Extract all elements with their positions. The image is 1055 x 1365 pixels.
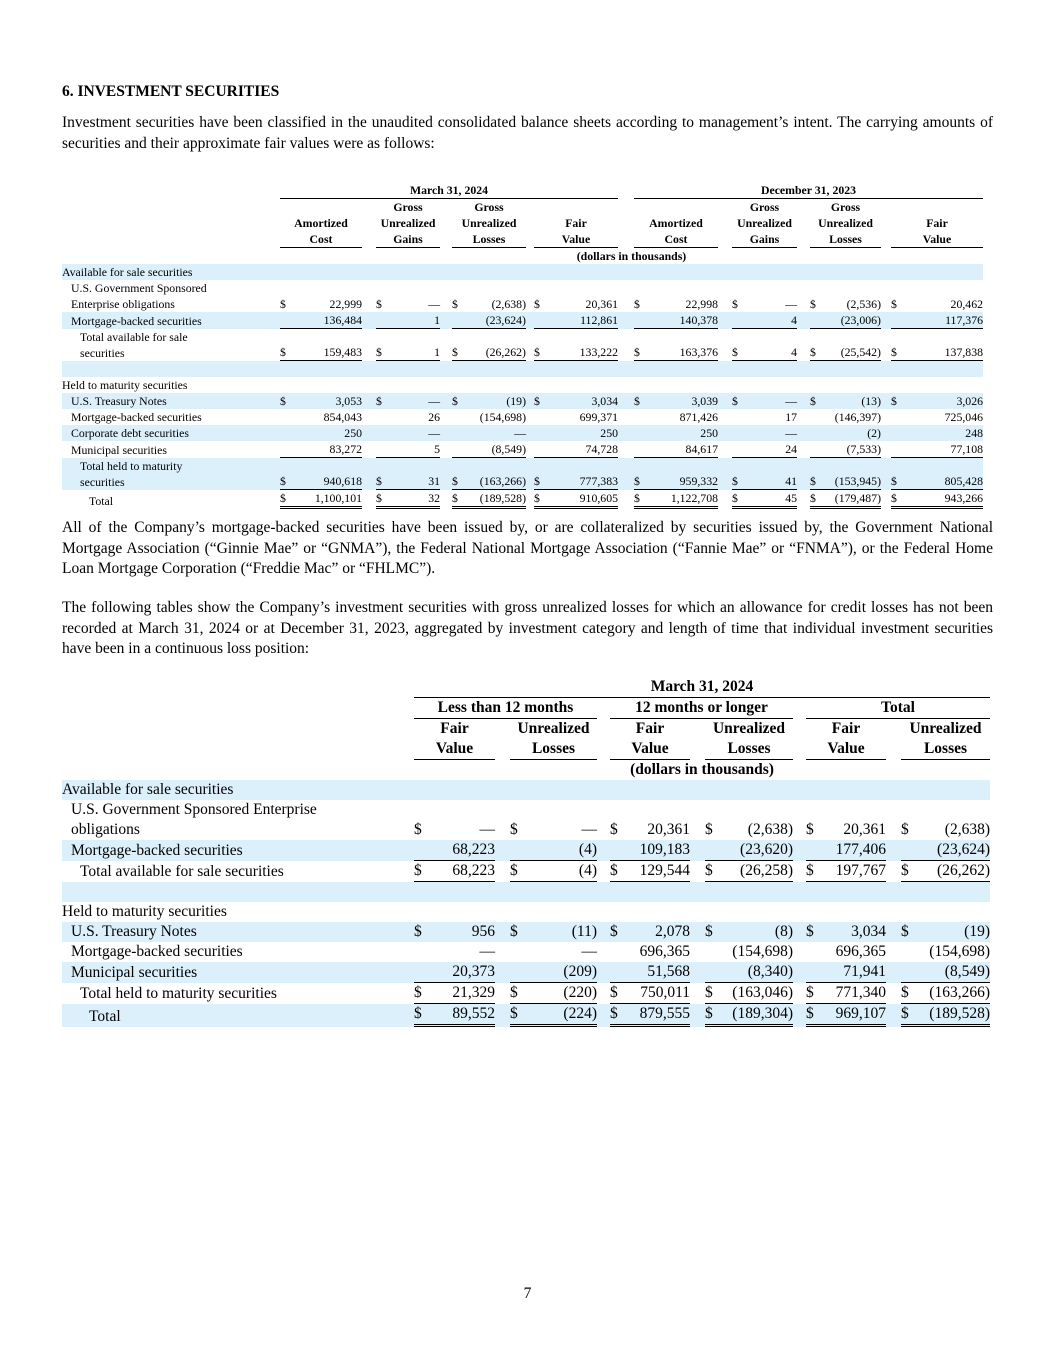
dollar-sign: $ xyxy=(280,394,286,408)
dollar-sign: $ xyxy=(901,923,909,940)
dollar-sign: $ xyxy=(376,297,382,311)
period-header-row xyxy=(62,677,990,698)
cell-value: — xyxy=(479,943,495,960)
cell-value: 725,046 xyxy=(944,410,983,424)
cell-value: — xyxy=(581,821,597,838)
period-header: March 31, 2024 xyxy=(280,182,618,199)
unrealized-losses-paragraph: The following tables show the Company’s investment securities with gross unrealized losses for which an allowance for credit losses has not been recorded at March 31, 2024 or at December 31, 2023, aggregated by investment category and length of time that individual investment securities have been in a continuous loss position: xyxy=(62,599,993,657)
table-row xyxy=(62,902,990,922)
cell-value: 4 xyxy=(791,313,797,327)
cell-value: (11) xyxy=(571,923,597,940)
dollar-sign: $ xyxy=(705,1005,713,1022)
dollar-sign: $ xyxy=(901,1005,909,1022)
dollar-sign: $ xyxy=(901,862,909,879)
cell-value: (2,638) xyxy=(944,821,990,838)
cell-value: (4) xyxy=(578,862,597,879)
unit-note: (dollars in thousands) xyxy=(630,761,774,778)
dollar-sign: $ xyxy=(376,491,382,505)
section-heading: 6. INVESTMENT SECURITIES xyxy=(62,83,280,100)
cell-value: (153,945) xyxy=(834,474,881,488)
unit-note: (dollars in thousands) xyxy=(576,249,687,263)
cell-value: (2,638) xyxy=(747,821,793,838)
table-row xyxy=(62,942,990,962)
cell-value: 84,617 xyxy=(685,442,718,456)
row-label: Total xyxy=(89,494,114,508)
row-label: Municipal securities xyxy=(71,443,167,457)
cell-value: 89,552 xyxy=(452,1005,495,1022)
cell-value: 696,365 xyxy=(835,943,886,960)
cell-value: 1,100,101 xyxy=(314,491,362,505)
period-header-row xyxy=(62,182,983,199)
cell-value: 21,329 xyxy=(452,984,495,1001)
dollar-sign: $ xyxy=(510,923,518,940)
dollar-sign: $ xyxy=(634,297,640,311)
cell-value: 248 xyxy=(965,426,983,440)
row-label: Corporate debt securities xyxy=(71,426,189,440)
cell-value: 910,605 xyxy=(579,491,618,505)
cell-value: (8,549) xyxy=(491,442,526,456)
group-header: Less than 12 months xyxy=(414,698,597,719)
cell-value: 250 xyxy=(700,426,718,440)
cell-value: (7,533) xyxy=(846,442,881,456)
cell-value: 20,361 xyxy=(647,821,690,838)
row-label: U.S. Treasury Notes xyxy=(71,394,167,408)
cell-value: 969,107 xyxy=(835,1005,886,1022)
cell-value: 77,108 xyxy=(950,442,983,456)
cell-value: (154,698) xyxy=(732,943,793,960)
dollar-sign: $ xyxy=(280,491,286,505)
cell-value: 32 xyxy=(428,491,440,505)
dollar-sign: $ xyxy=(414,1005,422,1022)
cell-value: (163,046) xyxy=(732,984,793,1001)
cell-value: (189,304) xyxy=(732,1005,793,1022)
dollar-sign: $ xyxy=(806,862,814,879)
cell-value: 109,183 xyxy=(639,841,690,858)
row-label: U.S. Government Sponsored Enterprise obligations xyxy=(71,801,317,838)
dollar-sign: $ xyxy=(452,394,458,408)
cell-value: 137,838 xyxy=(944,345,983,359)
dollar-sign: $ xyxy=(891,474,897,488)
cell-value: — xyxy=(581,943,597,960)
cell-value: — xyxy=(785,426,797,440)
dollar-sign: $ xyxy=(610,862,618,879)
group-header-row xyxy=(62,698,990,719)
cell-value: 250 xyxy=(344,426,362,440)
table-row xyxy=(62,393,983,409)
table-row xyxy=(62,280,983,312)
dollar-sign: $ xyxy=(510,821,518,838)
cell-value: (13) xyxy=(861,394,881,408)
dollar-sign: $ xyxy=(705,821,713,838)
cell-value: (154,698) xyxy=(479,410,526,424)
cell-value: 20,462 xyxy=(950,297,983,311)
cell-value: 250 xyxy=(600,426,618,440)
dollar-sign: $ xyxy=(376,345,382,359)
cell-value: (4) xyxy=(578,841,597,858)
cell-value: 3,053 xyxy=(335,394,362,408)
cell-value: (26,258) xyxy=(740,862,793,879)
table-row xyxy=(62,490,983,509)
row-label: Total held to maturity securities xyxy=(80,985,277,1002)
cell-value: (23,620) xyxy=(740,841,793,858)
column-header: Fair Value xyxy=(610,719,690,760)
cell-value: 74,728 xyxy=(585,442,618,456)
cell-value: 22,998 xyxy=(685,297,718,311)
dollar-sign: $ xyxy=(534,345,540,359)
cell-value: (209) xyxy=(563,963,597,980)
table-row xyxy=(62,800,990,840)
dollar-sign: $ xyxy=(806,821,814,838)
column-header: Fair Value xyxy=(534,215,618,248)
dollar-sign: $ xyxy=(806,923,814,940)
cell-value: (189,528) xyxy=(929,1005,990,1022)
cell-value: 112,861 xyxy=(580,313,618,327)
table-row xyxy=(62,882,990,902)
row-label: Held to maturity securities xyxy=(62,903,227,920)
cell-value: 24 xyxy=(785,442,797,456)
cell-value: 3,034 xyxy=(851,923,886,940)
column-header: Gross Unrealized Gains xyxy=(732,199,797,248)
dollar-sign: $ xyxy=(414,984,422,1001)
dollar-sign: $ xyxy=(510,984,518,1001)
cell-value: 771,340 xyxy=(835,984,886,1001)
dollar-sign: $ xyxy=(810,474,816,488)
dollar-sign: $ xyxy=(634,345,640,359)
dollar-sign: $ xyxy=(414,821,422,838)
cell-value: 1 xyxy=(434,345,440,359)
dollar-sign: $ xyxy=(510,1005,518,1022)
cell-value: 4 xyxy=(791,345,797,359)
cell-value: 5 xyxy=(434,442,440,456)
intro-paragraph: Investment securities have been classified in the unaudited consolidated balance sheets according to management’s intent. The carrying amounts of securities and their approximate fair values were as follows: xyxy=(62,114,993,152)
row-label: Total xyxy=(89,1008,121,1025)
cell-value: 133,222 xyxy=(579,345,618,359)
dollar-sign: $ xyxy=(280,345,286,359)
cell-value: 20,373 xyxy=(452,963,495,980)
row-label: Total available for sale securities xyxy=(80,330,188,360)
group-header: 12 months or longer xyxy=(610,698,793,719)
dollar-sign: $ xyxy=(732,297,738,311)
cell-value: 959,332 xyxy=(679,474,718,488)
dollar-sign: $ xyxy=(610,923,618,940)
cell-value: — xyxy=(428,297,440,311)
cell-value: 3,034 xyxy=(591,394,618,408)
cell-value: 943,266 xyxy=(944,491,983,505)
dollar-sign: $ xyxy=(280,474,286,488)
column-header: Unrealized Losses xyxy=(510,719,597,760)
table-row xyxy=(62,441,983,458)
dollar-sign: $ xyxy=(452,345,458,359)
column-header: Gross Unrealized Losses xyxy=(452,199,526,248)
cell-value: 699,371 xyxy=(579,410,618,424)
table-row xyxy=(62,1004,990,1027)
cell-value: 197,767 xyxy=(835,862,886,879)
cell-value: (19) xyxy=(964,923,990,940)
cell-value: 68,223 xyxy=(452,841,495,858)
dollar-sign: $ xyxy=(705,862,713,879)
cell-value: 51,568 xyxy=(647,963,690,980)
cell-value: 41 xyxy=(785,474,797,488)
cell-value: 31 xyxy=(428,474,440,488)
table-row xyxy=(62,983,990,1004)
cell-value: 879,555 xyxy=(639,1005,690,1022)
cell-value: 696,365 xyxy=(639,943,690,960)
row-label: U.S. Government Sponsored Enterprise obligations xyxy=(71,281,207,311)
cell-value: — xyxy=(479,821,495,838)
cell-value: 140,378 xyxy=(679,313,718,327)
table-row xyxy=(62,361,983,377)
dollar-sign: $ xyxy=(810,297,816,311)
cell-value: 136,484 xyxy=(323,313,362,327)
cell-value: 20,361 xyxy=(843,821,886,838)
cell-value: (26,262) xyxy=(937,862,990,879)
cell-value: — xyxy=(785,297,797,311)
dollar-sign: $ xyxy=(891,345,897,359)
table-row xyxy=(62,312,983,329)
table-row xyxy=(62,840,990,861)
page-number: 7 xyxy=(523,1285,532,1302)
column-header: Fair Value xyxy=(414,719,495,760)
dollar-sign: $ xyxy=(534,394,540,408)
unrealized-losses-table xyxy=(62,677,990,1027)
cell-value: (8,340) xyxy=(747,963,793,980)
cell-value: 71,941 xyxy=(843,963,886,980)
cell-value: 26 xyxy=(428,410,440,424)
mbs-paragraph: All of the Company’s mortgage-backed securities have been issued by, or are collateralized by securities issued by, the Government National Mortgage Association (“Ginnie Mae” or “GNMA”), the Federal National Mortgage Association (“Fannie Mae” or “FNMA”), or the Federal Home Loan Mortgage Corporation (“Freddie Mac” or “FHLMC”). xyxy=(62,519,993,577)
dollar-sign: $ xyxy=(732,491,738,505)
column-header: Unrealized Losses xyxy=(901,719,990,760)
cell-value: (23,006) xyxy=(840,313,881,327)
cell-value: (163,266) xyxy=(929,984,990,1001)
dollar-sign: $ xyxy=(452,297,458,311)
cell-value: 159,483 xyxy=(323,345,362,359)
cell-value: 1,122,708 xyxy=(670,491,718,505)
cell-value: 17 xyxy=(785,410,797,424)
column-header-row xyxy=(62,199,983,248)
table-row xyxy=(62,264,983,280)
row-label: Total held to maturity securities xyxy=(80,459,183,489)
dollar-sign: $ xyxy=(810,491,816,505)
row-label: Available for sale securities xyxy=(62,265,193,279)
table-row xyxy=(62,922,990,942)
cell-value: 805,428 xyxy=(944,474,983,488)
cell-value: (2,536) xyxy=(846,297,881,311)
cell-value: (179,487) xyxy=(834,491,881,505)
row-label: Mortgage-backed securities xyxy=(71,314,202,328)
dollar-sign: $ xyxy=(732,345,738,359)
cell-value: (189,528) xyxy=(479,491,526,505)
dollar-sign: $ xyxy=(610,984,618,1001)
dollar-sign: $ xyxy=(810,394,816,408)
column-header: Unrealized Losses xyxy=(705,719,793,760)
row-label: Available for sale securities xyxy=(62,781,234,798)
table-row xyxy=(62,377,983,393)
cell-value: (25,542) xyxy=(840,345,881,359)
table-row xyxy=(62,409,983,425)
column-header: Amortized Cost xyxy=(280,215,362,248)
dollar-sign: $ xyxy=(534,474,540,488)
cell-value: 854,043 xyxy=(323,410,362,424)
cell-value: 750,011 xyxy=(640,984,690,1001)
dollar-sign: $ xyxy=(510,862,518,879)
dollar-sign: $ xyxy=(901,984,909,1001)
cell-value: 940,618 xyxy=(323,474,362,488)
cell-value: (2,638) xyxy=(491,297,526,311)
period-header: March 31, 2024 xyxy=(414,677,990,698)
dollar-sign: $ xyxy=(891,491,897,505)
cell-value: (23,624) xyxy=(937,841,990,858)
cell-value: (220) xyxy=(563,984,597,1001)
dollar-sign: $ xyxy=(414,862,422,879)
table-row xyxy=(62,458,983,490)
cell-value: 117,376 xyxy=(945,313,983,327)
investment-securities-table xyxy=(62,182,983,509)
dollar-sign: $ xyxy=(452,474,458,488)
cell-value: 83,272 xyxy=(329,442,362,456)
dollar-sign: $ xyxy=(376,394,382,408)
cell-value: 3,039 xyxy=(691,394,718,408)
dollar-sign: $ xyxy=(376,474,382,488)
cell-value: — xyxy=(428,394,440,408)
dollar-sign: $ xyxy=(901,821,909,838)
group-header: Total xyxy=(806,698,990,719)
cell-value: 177,406 xyxy=(835,841,886,858)
row-label: U.S. Treasury Notes xyxy=(71,923,197,940)
dollar-sign: $ xyxy=(891,394,897,408)
column-header: Fair Value xyxy=(891,215,983,248)
cell-value: (146,397) xyxy=(834,410,881,424)
column-header: Gross Unrealized Gains xyxy=(376,199,440,248)
table-row xyxy=(62,861,990,882)
cell-value: — xyxy=(428,426,440,440)
row-label: Mortgage-backed securities xyxy=(71,410,202,424)
dollar-sign: $ xyxy=(891,297,897,311)
dollar-sign: $ xyxy=(634,474,640,488)
dollar-sign: $ xyxy=(534,491,540,505)
table-row xyxy=(62,780,990,800)
row-label: Held to maturity securities xyxy=(62,378,188,392)
column-header-row xyxy=(62,719,990,760)
cell-value: 956 xyxy=(471,923,495,940)
cell-value: 871,426 xyxy=(679,410,718,424)
dollar-sign: $ xyxy=(634,394,640,408)
cell-value: — xyxy=(514,426,526,440)
dollar-sign: $ xyxy=(705,923,713,940)
cell-value: (154,698) xyxy=(929,943,990,960)
dollar-sign: $ xyxy=(414,923,422,940)
row-label: Mortgage-backed securities xyxy=(71,842,243,859)
cell-value: 22,999 xyxy=(329,297,362,311)
cell-value: 20,361 xyxy=(585,297,618,311)
table-row xyxy=(62,329,983,361)
cell-value: (23,624) xyxy=(485,313,526,327)
row-label: Total available for sale securities xyxy=(80,863,284,880)
cell-value: 1 xyxy=(434,313,440,327)
table-row xyxy=(62,962,990,983)
cell-value: (26,262) xyxy=(485,345,526,359)
table-row xyxy=(62,425,983,441)
cell-value: (163,266) xyxy=(479,474,526,488)
dollar-sign: $ xyxy=(610,821,618,838)
cell-value: (8,549) xyxy=(944,963,990,980)
cell-value: 129,544 xyxy=(639,862,690,879)
period-header: December 31, 2023 xyxy=(634,182,983,199)
cell-value: 2,078 xyxy=(655,923,690,940)
dollar-sign: $ xyxy=(732,474,738,488)
row-label: Mortgage-backed securities xyxy=(71,943,243,960)
row-label: Municipal securities xyxy=(71,964,198,981)
cell-value: 3,026 xyxy=(956,394,983,408)
column-header: Fair Value xyxy=(806,719,886,760)
dollar-sign: $ xyxy=(280,297,286,311)
dollar-sign: $ xyxy=(705,984,713,1001)
column-header: Gross Unrealized Losses xyxy=(810,199,881,248)
column-header: Amortized Cost xyxy=(634,215,718,248)
dollar-sign: $ xyxy=(634,491,640,505)
dollar-sign: $ xyxy=(452,491,458,505)
cell-value: (8) xyxy=(774,923,793,940)
dollar-sign: $ xyxy=(732,394,738,408)
cell-value: (224) xyxy=(563,1005,597,1022)
cell-value: — xyxy=(785,394,797,408)
cell-value: 45 xyxy=(785,491,797,505)
cell-value: 68,223 xyxy=(452,862,495,879)
dollar-sign: $ xyxy=(610,1005,618,1022)
cell-value: 163,376 xyxy=(679,345,718,359)
cell-value: (19) xyxy=(506,394,526,408)
dollar-sign: $ xyxy=(810,345,816,359)
dollar-sign: $ xyxy=(806,984,814,1001)
cell-value: (2) xyxy=(867,426,881,440)
dollar-sign: $ xyxy=(806,1005,814,1022)
cell-value: 777,383 xyxy=(579,474,618,488)
dollar-sign: $ xyxy=(534,297,540,311)
